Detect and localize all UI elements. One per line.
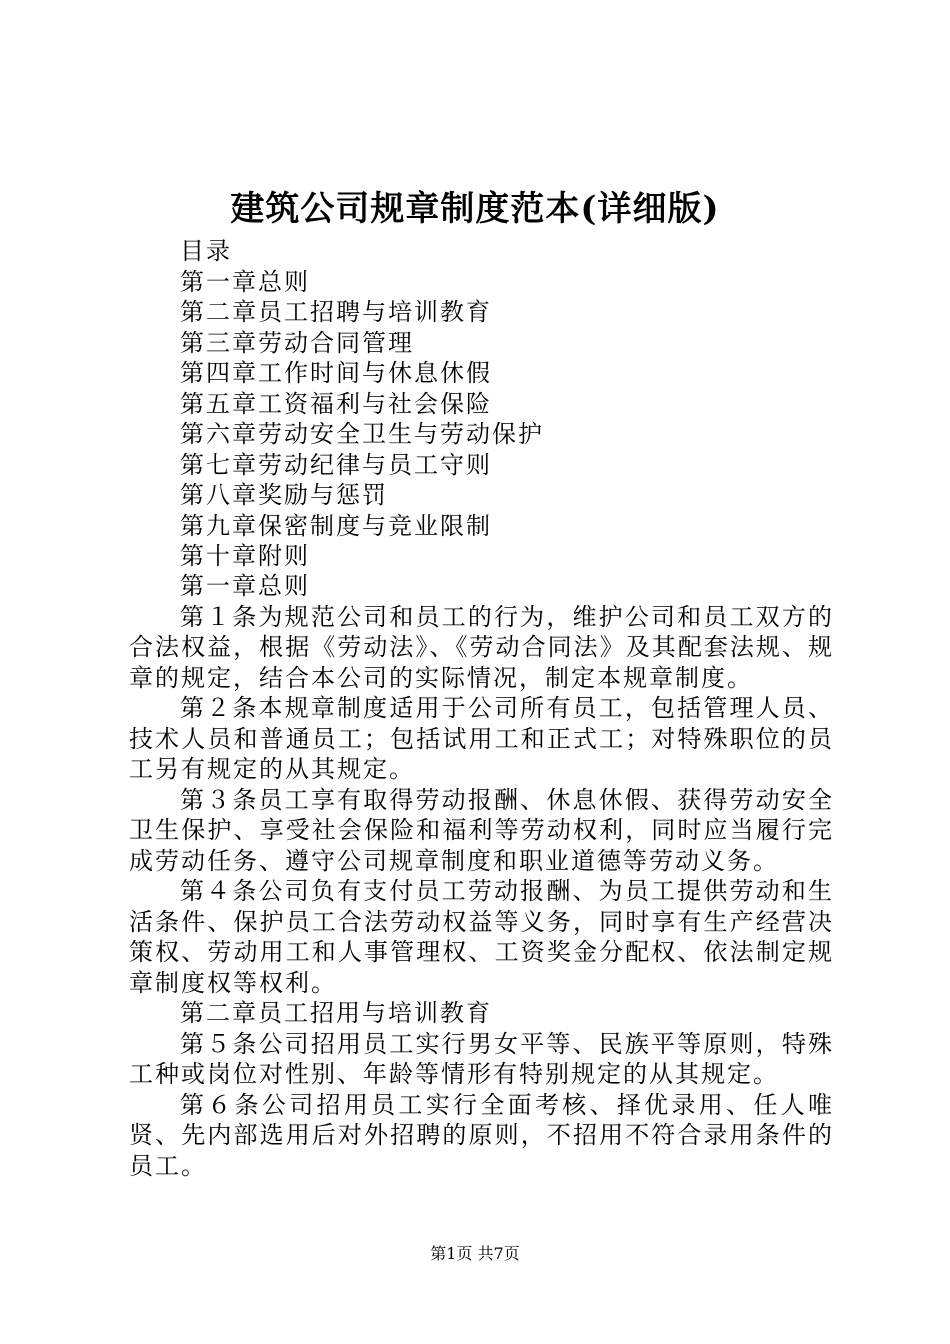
toc-item: 第十章附则 <box>180 542 310 570</box>
article-paragraph: 第３条员工享有取得劳动报酬、休息休假、获得劳动安全卫生保护、享受社会保险和福利等劳动权利，同时应当履行完成劳动任务、遵守公司规章制度和职业道德等劳动义务。 <box>129 785 834 875</box>
page-footer: 第1页 共7页 <box>430 1244 520 1263</box>
article-paragraph: 第５条公司招用员工实行男女平等、民族平等原则，特殊工种或岗位对性别、年龄等情形有特别规定的从其规定。 <box>129 1029 834 1088</box>
toc-item: 第四章工作时间与休息休假 <box>180 359 492 387</box>
toc-item: 第七章劳动纪律与员工守则 <box>180 450 492 479</box>
toc-item: 第九章保密制度与竞业限制 <box>180 511 492 540</box>
toc-item: 第五章工资福利与社会保险 <box>180 389 492 418</box>
document-body <box>129 571 834 1181</box>
toc-item: 第一章总则 <box>180 267 310 296</box>
toc-item: 第八章奖励与惩罚 <box>180 481 388 509</box>
document-title: 建筑公司规章制度范本(详细版) <box>230 189 720 229</box>
toc-item: 第二章员工招聘与培训教育 <box>180 298 492 326</box>
toc-heading: 目录 <box>180 237 232 265</box>
toc-item: 第三章劳动合同管理 <box>180 328 414 357</box>
article-paragraph: 第４条公司负有支付员工劳动报酬、为员工提供劳动和生活条件、保护员工合法劳动权益等义务，同时享有生产经营决策权、劳动用工和人事管理权、工资奖金分配权、依法制定规章制度权等权利。 <box>129 877 834 997</box>
article-paragraph: 第６条公司招用员工实行全面考核、择优录用、任人唯贤、先内部选用后对外招聘的原则，不招用不符合录用条件的员工。 <box>129 1090 834 1180</box>
article-paragraph: 第２条本规章制度适用于公司所有员工，包括管理人员、技术人员和普通员工；包括试用工和正式工；对特殊职位的员工另有规定的从其规定。 <box>129 694 834 783</box>
article-paragraph: 第１条为规范公司和员工的行为，维护公司和员工双方的合法权益，根据《劳动法》、《劳动合同法》及其配套法规、规章的规定，结合本公司的实际情况，制定本规章制度。 <box>129 602 834 692</box>
chapter-heading: 第二章员工招用与培训教育 <box>180 999 492 1027</box>
chapter-heading: 第一章总则 <box>180 572 310 600</box>
table-of-contents <box>180 236 880 572</box>
toc-item: 第六章劳动安全卫生与劳动保护 <box>180 420 544 448</box>
